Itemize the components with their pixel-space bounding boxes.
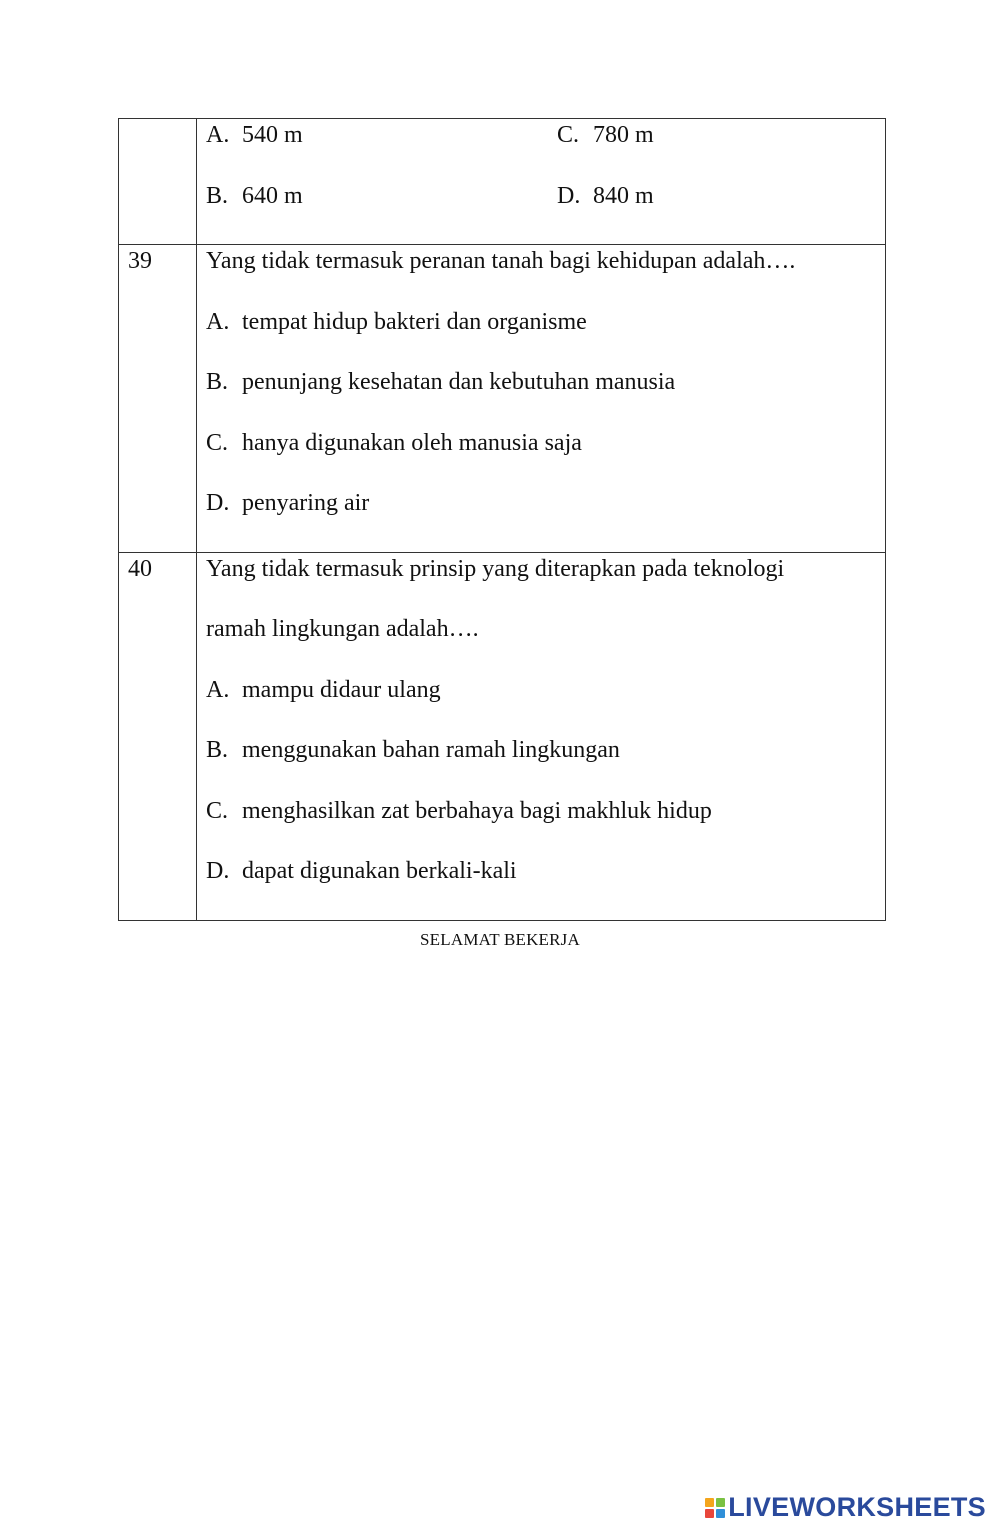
- option-b[interactable]: B. penunjang kesehatan dan kebutuhan manusia: [206, 369, 676, 395]
- option-c[interactable]: C. 780 m: [557, 122, 654, 148]
- brand-name: LIVEWORKSHEETS: [728, 1492, 986, 1522]
- option-a[interactable]: A. 540 m: [206, 122, 303, 148]
- question-row-38-options: [119, 119, 886, 245]
- question-content-cell: [197, 552, 886, 920]
- question-content-cell: [197, 119, 886, 245]
- logo-tile: [716, 1498, 725, 1507]
- option-d[interactable]: D. 840 m: [557, 182, 654, 209]
- option-d[interactable]: D. dapat digunakan berkali-kali: [206, 858, 517, 884]
- options-grid: [206, 123, 885, 244]
- question-row-40: [119, 552, 886, 920]
- logo-tile: [716, 1509, 725, 1518]
- option-b[interactable]: B. 640 m: [206, 182, 303, 209]
- logo-tile: [705, 1498, 714, 1507]
- question-content-cell: [197, 245, 886, 553]
- option-b[interactable]: B. menggunakan bahan ramah lingkungan: [206, 737, 620, 763]
- liveworksheets-logo-icon: [705, 1498, 725, 1518]
- question-number: 39: [128, 248, 152, 274]
- question-text: Yang tidak termasuk peranan tanah bagi kehidupan adalah….: [206, 248, 796, 274]
- option-c[interactable]: C. hanya digunakan oleh manusia saja: [206, 429, 582, 456]
- questions-table: [118, 118, 886, 921]
- option-a[interactable]: A. tempat hidup bakteri dan organisme: [206, 308, 587, 335]
- question-number-cell: [119, 552, 197, 920]
- option-d[interactable]: D. penyaring air: [206, 490, 370, 516]
- footer-text: SELAMAT BEKERJA: [420, 930, 580, 949]
- question-number: 40: [128, 555, 152, 582]
- brand-watermark[interactable]: [705, 1492, 986, 1523]
- question-number-cell: [119, 245, 197, 553]
- question-text-line-2: ramah lingkungan adalah….: [206, 616, 479, 642]
- question-row-39: [119, 245, 886, 553]
- option-c[interactable]: C. menghasilkan zat berbahaya bagi makhluk hidup: [206, 797, 712, 824]
- question-number-cell: [119, 119, 197, 245]
- option-a[interactable]: A. mampu didaur ulang: [206, 676, 441, 703]
- logo-tile: [705, 1509, 714, 1518]
- question-text-line-1: Yang tidak termasuk prinsip yang diterapkan pada teknologi: [206, 555, 785, 582]
